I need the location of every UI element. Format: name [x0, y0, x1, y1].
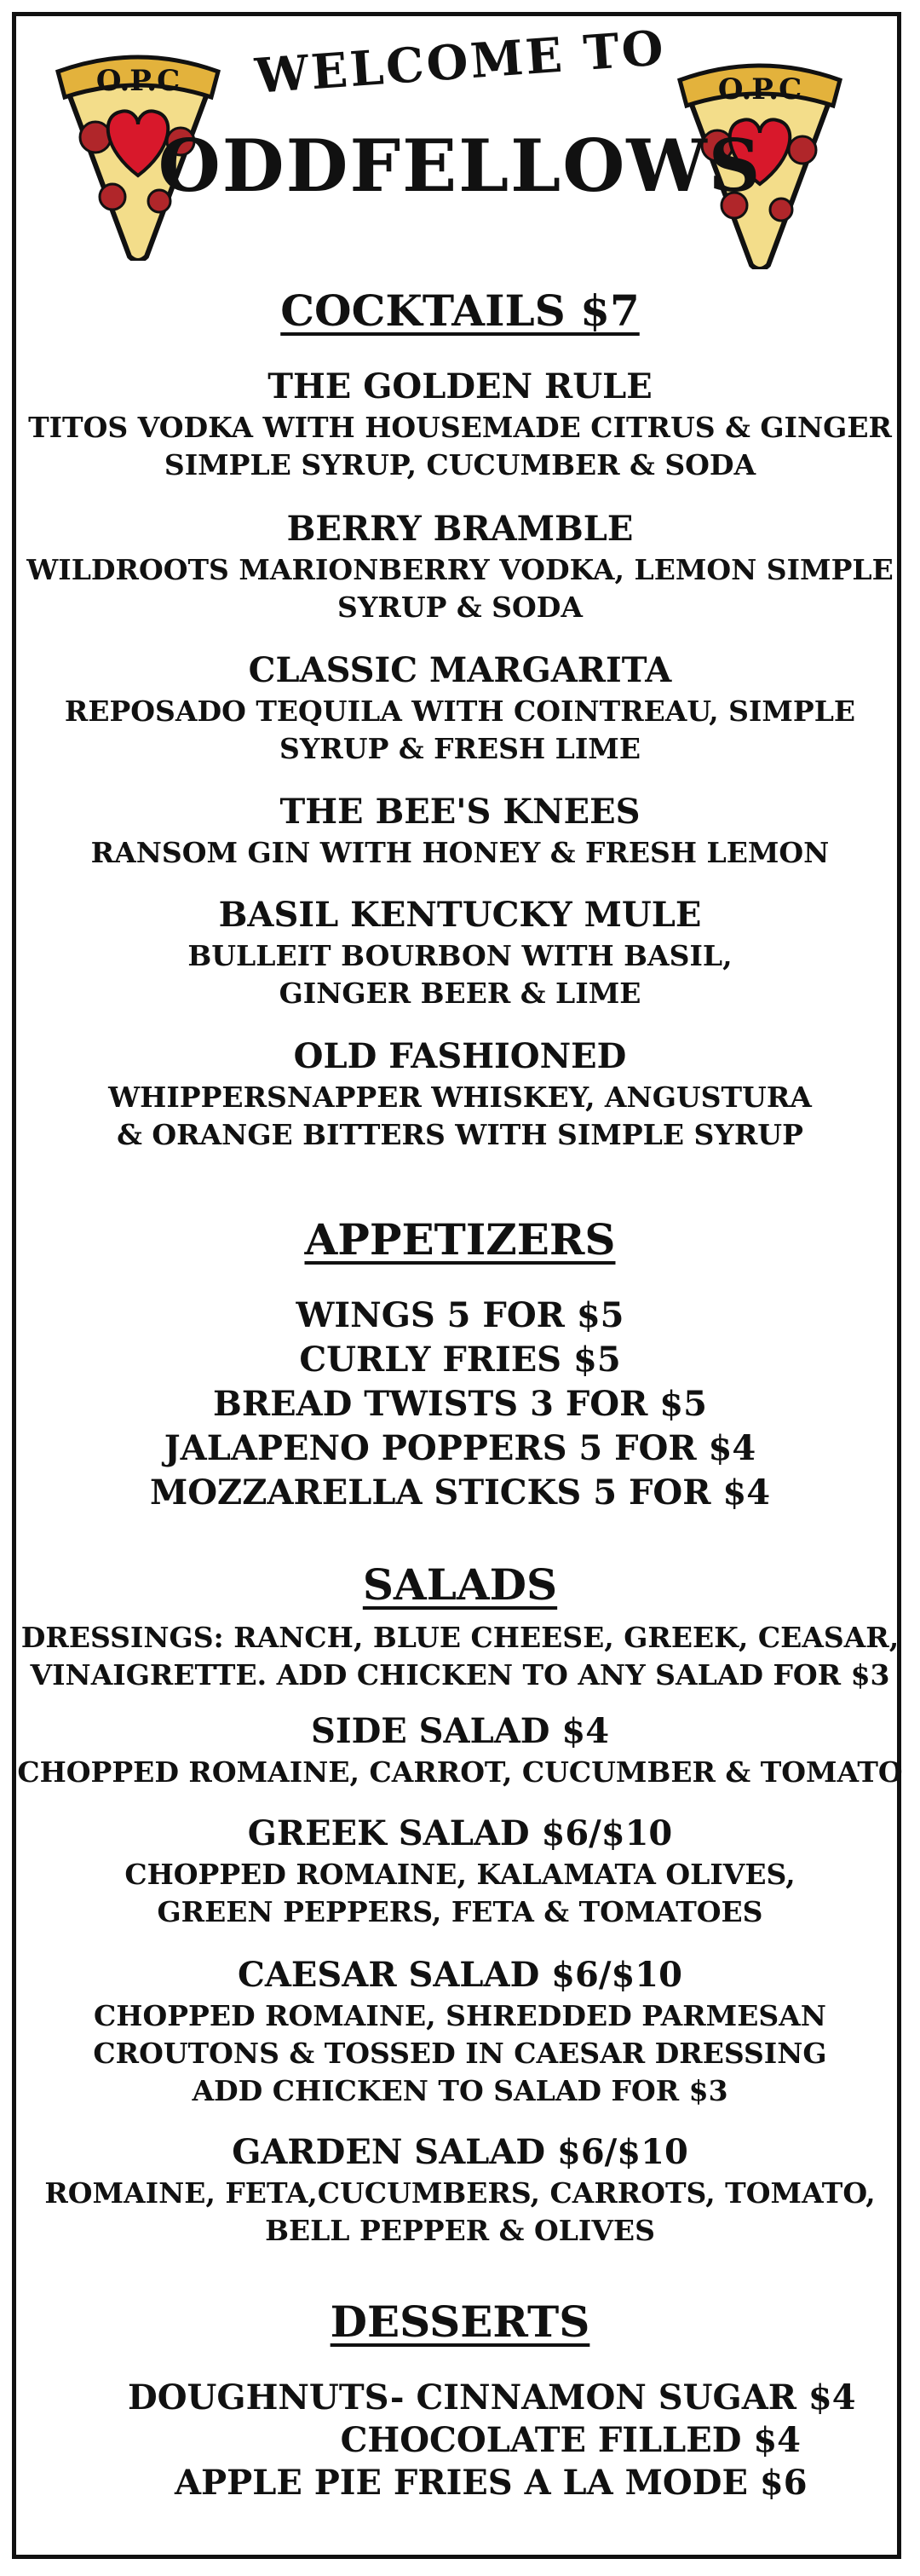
cocktail-desc: RANSOM GIN WITH HONEY & FRESH LEMON — [90, 836, 830, 869]
desserts-title: DESSERTS — [330, 2297, 590, 2347]
appetizer-item: BREAD TWISTS 3 FOR $5 — [213, 1384, 707, 1424]
cocktail-desc: SIMPLE SYRUP, CUCUMBER & SODA — [164, 448, 756, 481]
appetizer-item: MOZZARELLA STICKS 5 FOR $4 — [149, 1472, 771, 1513]
salads-note: DRESSINGS: RANCH, BLUE CHEESE, GREEK, CEASAR, — [20, 1621, 900, 1654]
cocktail-desc: SYRUP & SODA — [337, 591, 583, 624]
salad-desc: CHOPPED ROMAINE, SHREDDED PARMESAN — [94, 1999, 826, 2032]
appetizers-title: APPETIZERS — [304, 1214, 616, 1265]
salad-name: CAESAR SALAD $6/$10 — [238, 1955, 682, 1995]
dessert-item: APPLE PIE FRIES A LA MODE $6 — [175, 2463, 808, 2503]
salad-desc: CROUTONS & TOSSED IN CAESAR DRESSING — [93, 2037, 827, 2070]
cocktail-desc: SYRUP & FRESH LIME — [279, 732, 641, 765]
welcome-text: WELCOME TO — [252, 20, 668, 105]
salad-name: GREEK SALAD $6/$10 — [247, 1813, 673, 1853]
salad-name: SIDE SALAD $4 — [310, 1711, 610, 1751]
cocktail-name: BASIL KENTUCKY MULE — [218, 895, 702, 935]
salad-name: GARDEN SALAD $6/$10 — [232, 2132, 688, 2172]
salad-desc: ADD CHICKEN TO SALAD FOR $3 — [192, 2074, 728, 2107]
appetizer-item: CURLY FRIES $5 — [299, 1340, 621, 1380]
cocktail-desc: & ORANGE BITTERS WITH SIMPLE SYRUP — [117, 1118, 803, 1151]
salad-desc: BELL PEPPER & OLIVES — [265, 2214, 655, 2247]
salad-desc: CHOPPED ROMAINE, CARROT, CUCUMBER & TOMATO — [17, 1755, 903, 1789]
salads-note: VINAIGRETTE. ADD CHICKEN TO ANY SALAD FOR $3 — [30, 1658, 890, 1691]
cocktail-desc: BULLEIT BOURBON WITH BASIL, — [187, 939, 733, 972]
logo-text-left: O.P.C — [95, 64, 181, 98]
salad-desc: CHOPPED ROMAINE, KALAMATA OLIVES, — [124, 1858, 796, 1891]
cocktail-name: THE BEE'S KNEES — [279, 792, 641, 832]
brand-heading: ODDFELLOWS — [158, 124, 762, 208]
salad-desc: GREEN PEPPERS, FETA & TOMATOES — [157, 1895, 763, 1928]
cocktail-desc: TITOS VODKA WITH HOUSEMADE CITRUS & GINGER — [28, 411, 892, 444]
cocktail-desc: WHIPPERSNAPPER WHISKEY, ANGUSTURA — [108, 1081, 812, 1114]
dessert-item: CHOCOLATE FILLED $4 — [340, 2420, 801, 2460]
cocktail-desc: GINGER BEER & LIME — [279, 977, 641, 1010]
cocktail-name: OLD FASHIONED — [293, 1036, 627, 1076]
cocktail-desc: REPOSADO TEQUILA WITH COINTREAU, SIMPLE — [64, 694, 856, 728]
cocktail-name: CLASSIC MARGARITA — [248, 650, 672, 690]
cocktail-name: THE GOLDEN RULE — [267, 366, 653, 406]
salad-desc: ROMAINE, FETA,CUCUMBERS, CARROTS, TOMATO, — [44, 2176, 876, 2210]
salads-title: SALADS — [362, 1559, 558, 1610]
welcome-heading — [0, 20, 920, 105]
logo-text-right: O.P.C — [717, 72, 802, 107]
cocktail-desc: WILDROOTS MARIONBERRY VODKA, LEMON SIMPLE — [26, 553, 894, 586]
cocktail-name: BERRY BRAMBLE — [286, 509, 634, 549]
appetizer-item: WINGS 5 FOR $5 — [296, 1295, 624, 1335]
cocktails-title: COCKTAILS $7 — [280, 285, 640, 336]
dessert-item: DOUGHNUTS- CINNAMON SUGAR $4 — [128, 2377, 856, 2418]
appetizer-item: JALAPENO POPPERS 5 FOR $4 — [164, 1428, 756, 1468]
